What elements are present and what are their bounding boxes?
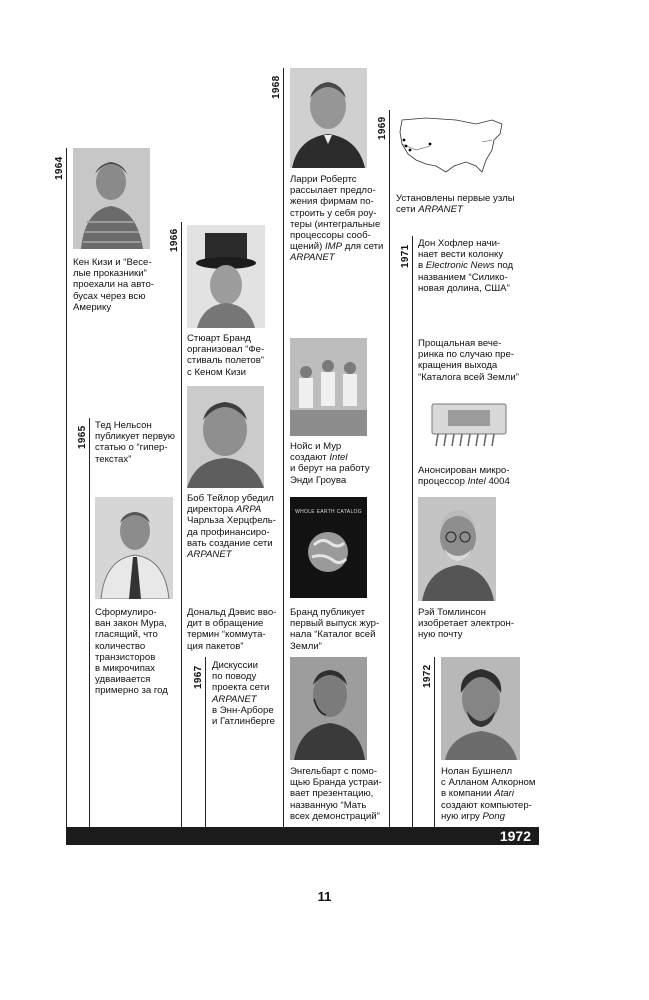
year-label-1971: 1971: [400, 244, 411, 268]
timeline-end-year: 1972: [499, 828, 531, 844]
portrait-kesey-icon: [73, 148, 150, 249]
portrait-moore-icon: [95, 497, 173, 599]
year-label-1972: 1972: [422, 664, 433, 688]
caption-1969-first-nodes: [396, 193, 515, 215]
caption-intel-founded: [290, 441, 370, 486]
caption-intel-text-2: и берут на работу Энди Гроува: [290, 463, 370, 486]
caption-1972-text-2: создают компьютер- ную игру: [441, 799, 532, 822]
year-label-1967: 1967: [193, 665, 204, 689]
caption-taylor-arpa-em: ARPA: [235, 504, 262, 516]
portrait-taylor-icon: [187, 386, 264, 488]
caption-taylor-arpanet-em: ARPANET: [187, 549, 232, 561]
caption-4004-text-1: Анонсирован микро- процессор: [418, 465, 510, 488]
caption-1967-text-1: Дискуссии по поводу проекта сети: [212, 660, 270, 694]
caption-1964-kesey: Кен Кизи и “Весе- лые проказники” проехали на авто- бусах через всю Америку: [73, 257, 154, 313]
caption-taylor-arpa: [187, 493, 276, 560]
usa-map-icon: [396, 110, 511, 186]
year-label-1964: 1964: [54, 156, 65, 180]
timeline-line-1967: [205, 657, 206, 828]
timeline-line-1969: [389, 110, 390, 828]
caption-catalog-published: Бранд публикует первый выпуск жур- нала “Каталог всей Земли”: [290, 607, 380, 652]
photo-engelbart: [290, 657, 367, 760]
year-label-1966: 1966: [169, 228, 180, 252]
microchip-icon: [418, 386, 518, 458]
caption-1972-pong-em: Pong: [482, 810, 505, 822]
caption-intel-4004: [418, 465, 510, 487]
catalog-cover-title: WHOLE EARTH CATALOG: [295, 509, 362, 515]
portrait-engelbart-icon: [290, 657, 367, 760]
caption-1969-text: Установлены первые узлы сети: [396, 193, 515, 216]
caption-1966-trips-festival: Стюарт Бранд организовал “Фе- стиваль полетов” с Кеном Кизи: [187, 333, 265, 378]
photo-ken-kesey: [73, 148, 150, 249]
caption-intel-text-1: Нойс и Мур создают: [290, 441, 342, 464]
timeline-line-1966: [181, 222, 182, 828]
year-label-1968: 1968: [271, 75, 282, 99]
timeline-baseline-bar: [66, 827, 539, 845]
caption-1971-text-1: Дон Хофлер начи- нает вести колонку в: [418, 238, 504, 272]
timeline-line-1968: [283, 68, 284, 828]
caption-1972-pong: [441, 766, 536, 822]
photo-nolan-bushnell: [441, 657, 520, 760]
photo-stewart-brand: [187, 225, 265, 328]
year-label-1965: 1965: [77, 425, 88, 449]
caption-taylor-text-1: Боб Тейлор убедил директора: [187, 493, 274, 516]
photo-larry-roberts: [290, 68, 367, 168]
portrait-bushnell-icon: [441, 657, 520, 760]
photo-intel-founders: [290, 338, 367, 436]
caption-1971-text-2: под названием “Силико- новая долина, США”: [418, 260, 514, 294]
photo-usa-arpanet-map: [396, 110, 511, 186]
photo-bob-taylor: [187, 386, 264, 488]
caption-4004-text-2: 4004: [485, 476, 510, 488]
caption-1968-text-2: для сети: [344, 241, 384, 253]
caption-1969-arpanet-em: ARPANET: [418, 204, 463, 216]
portrait-roberts-icon: [290, 68, 367, 168]
caption-1967-discussions: [212, 660, 275, 727]
caption-1967-text-2: в Энн-Арборе и Гатлинберге: [212, 704, 275, 728]
caption-1968-text-1: Ларри Робертс рассылает предло- жения фирмам по- строить у себя роу- теры (интегральные процессоры сооб- щений): [290, 174, 381, 253]
photo-gordon-moore: [95, 497, 173, 599]
caption-farewell-party: Прощальная вече- ринка по случаю пре- кращения выхода “Каталога всей Земли”: [418, 338, 519, 383]
caption-1968-roberts-imp: [290, 174, 383, 264]
portrait-tomlinson-icon: [418, 497, 496, 601]
group-photo-icon: [290, 338, 367, 436]
caption-1965-nelson: Тед Нельсон публикует первую статью о “гипер- текстах”: [95, 420, 175, 465]
caption-1968-imp-em: IMP: [325, 241, 343, 253]
caption-email-invented: Рэй Томлинсон изобретает электрон- ную почту: [418, 607, 515, 641]
photo-ray-tomlinson: [418, 497, 496, 601]
timeline-line-1972: [434, 657, 435, 828]
timeline-line-1965: [89, 418, 90, 828]
caption-1972-text-1: Нолан Бушнелл с Алланом Алкорном в компании: [441, 766, 536, 800]
caption-taylor-text-2: Чарльза Херцфель- да профинансиро- вать создание сети: [187, 515, 276, 549]
page-number: 11: [317, 889, 332, 904]
timeline-line-1964: [66, 148, 67, 828]
caption-davies-packet-switching: Дональд Дэвис вво- дит в обращение термин “коммута- ция пакетов”: [187, 607, 277, 652]
photo-whole-earth-catalog-cover: [290, 497, 367, 598]
caption-1968-arpanet-em: ARPANET: [290, 252, 335, 264]
caption-1972-atari-em: Atari: [494, 788, 514, 800]
caption-4004-intel-em: Intel: [467, 476, 486, 488]
timeline-line-1971: [412, 236, 413, 828]
photo-intel-4004-chip: [418, 386, 518, 458]
caption-1971-silicon-valley: [418, 238, 513, 294]
caption-mother-of-all-demos: Энгельбарт с помо- щью Бранда устраи- вает презентацию, названную “Мать всех демонстраций”: [290, 766, 382, 822]
caption-moore-law: Сформулиро- ван закон Мура, гласящий, что количество транзисторов в микрочипах удваивается примерно за год: [95, 607, 168, 697]
caption-1971-electronic-news-em: Electronic News: [425, 260, 495, 272]
caption-intel-em: Intel: [329, 452, 348, 464]
portrait-brand-hat-icon: [187, 225, 265, 328]
caption-1967-arpanet-em: ARPANET: [212, 693, 257, 705]
year-label-1969: 1969: [377, 116, 388, 140]
